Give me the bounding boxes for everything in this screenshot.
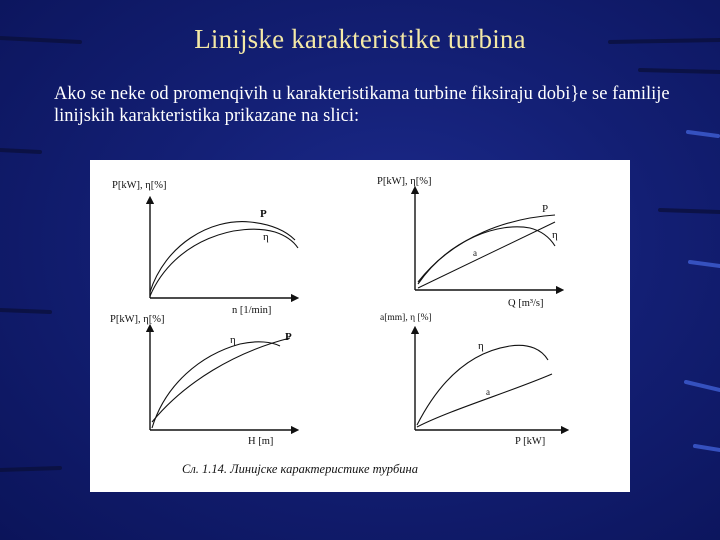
x-axis-label: H [m] [248,436,274,447]
efficiency-curve [417,345,548,425]
y-axis-label: P[kW], η[%] [377,176,432,187]
panel-power [380,313,565,447]
efficiency-curve [152,342,280,428]
y-axis-label: a[mm], η [%] [380,313,432,323]
curve-label-eta: η [478,340,484,352]
figure-caption: Сл. 1.14. Линијске карактеристике турбина [182,462,418,476]
power-curve [150,222,295,292]
curve-label-eta: η [263,231,269,243]
slide-title: Linijske karakteristike turbina [194,24,526,54]
curve-label-eta: η [230,334,236,346]
curve-label-a: a [473,248,477,258]
efficiency-curve [150,229,298,296]
curve-label-p: P [542,203,549,215]
curve-label-eta: η [552,229,558,241]
x-axis-label: n [1/min] [232,305,272,316]
x-axis-label: Q [m³/s] [508,298,544,309]
curve-label-p: P [285,331,292,343]
panel-speed [112,180,298,316]
slide-body-text: Ako se neke od promenqivih u karakteristikama turbine fiksiraju dobi}e se familije linijskih karakteristika prikazane na slici: [54,84,670,126]
turbine-characteristics-figure [90,160,630,492]
panel-flow [377,176,560,309]
power-curve [418,215,555,282]
y-axis-label: P[kW], η[%] [112,180,167,191]
panel-head [110,314,295,447]
x-axis-label: P [kW] [515,436,546,447]
curve-label-a: a [486,387,490,397]
curve-label-p: P [260,208,267,220]
y-axis-label: P[kW], η[%] [110,314,165,325]
opening-curve [417,374,552,427]
